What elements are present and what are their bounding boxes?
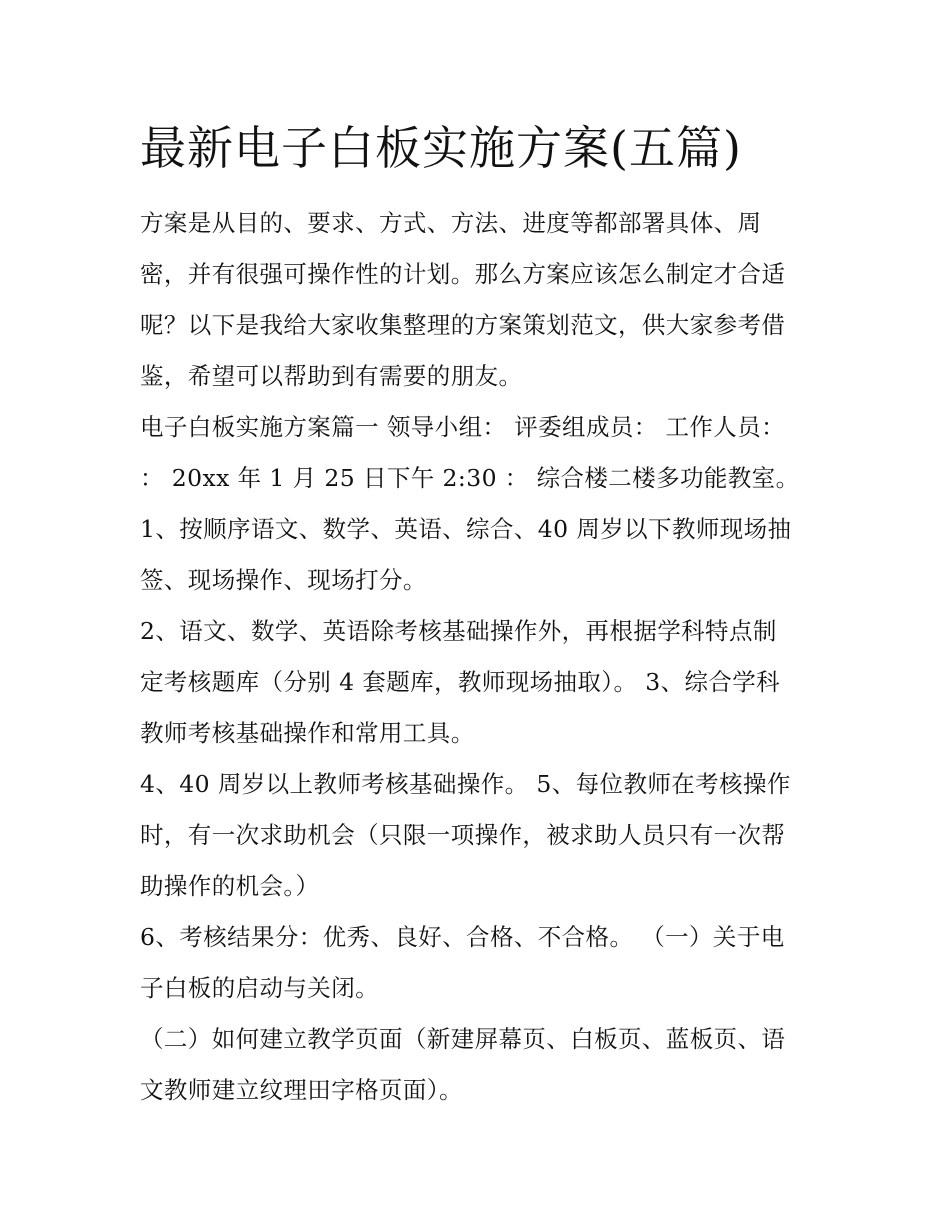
paragraph-line: 密，并有很强可操作性的计划。那么方案应该怎么制定才合适	[140, 260, 786, 288]
paragraph-line: 1、按顺序语文、数学、英语、综合、40 周岁以下教师现场抽	[140, 515, 792, 543]
paragraph-line: 文教师建立纹理田字格页面）。	[140, 1076, 463, 1104]
paragraph-line: 鉴，希望可以帮助到有需要的朋友。	[140, 362, 523, 390]
paragraph-line: 子白板的启动与关闭。	[140, 974, 379, 1002]
paragraph-line: 定考核题库（分别 4 套题库，教师现场抽取）。 3、综合学科	[140, 668, 781, 696]
paragraph-line: 方案是从目的、要求、方式、方法、进度等都部署具体、周	[140, 209, 762, 237]
paragraph-line: 2、语文、数学、英语除考核基础操作外，再根据学科特点制	[140, 617, 777, 645]
paragraph-line: ： 20xx 年 1 月 25 日下午 2:30 ： 综合楼二楼多功能教室。	[140, 464, 800, 492]
paragraph-line: 6、考核结果分：优秀、良好、合格、不合格。 （一）关于电	[140, 923, 785, 951]
document-title: 最新电子白板实施方案(五篇)	[140, 121, 742, 175]
paragraph-line: 时，有一次求助机会（只限一项操作，被求助人员只有一次帮	[140, 821, 786, 849]
paragraph-line: 4、40 周岁以上教师考核基础操作。 5、每位教师在考核操作	[140, 770, 791, 798]
paragraph-line: （二）如何建立教学页面（新建屏幕页、白板页、蓝板页、语	[140, 1025, 786, 1053]
paragraph-line: 签、现场操作、现场打分。	[140, 566, 427, 594]
paragraph-line: 呢？以下是我给大家收集整理的方案策划范文，供大家参考借	[140, 311, 786, 339]
paragraph-line: 电子白板实施方案篇一 领导小组： 评委组成员： 工作人员：	[140, 413, 786, 441]
paragraph-line: 教师考核基础操作和常用工具。	[140, 719, 475, 747]
paragraph-line: 助操作的机会。）	[140, 872, 320, 900]
